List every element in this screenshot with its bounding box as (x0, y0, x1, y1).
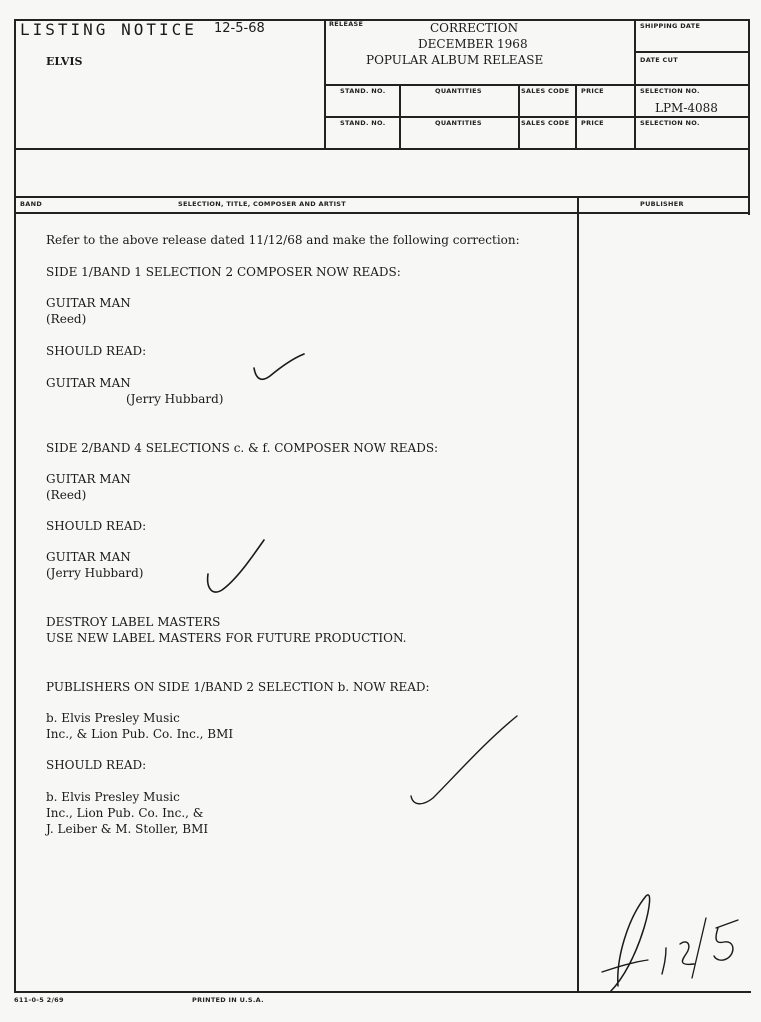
selection-no-value: LPM-4088 (655, 101, 718, 115)
side2-new-composer: (Jerry Hubbard) (46, 566, 144, 580)
form-number: 611-0-5 2/69 (14, 996, 64, 1004)
quantities-label-2: QUANTITIES (435, 119, 482, 127)
side2-heading: SIDE 2/BAND 4 SELECTIONS c. & f. COMPOSER NOW READS: (46, 441, 439, 455)
side2-should-read: SHOULD READ: (46, 519, 147, 533)
check-mark-2-icon (200, 536, 270, 600)
publishers-old-2: Inc., & Lion Pub. Co. Inc., BMI (46, 727, 234, 741)
form-title: LISTING NOTICE (20, 20, 197, 39)
side1-composer: (Reed) (46, 312, 87, 326)
band-column-label: BAND (20, 200, 43, 208)
printed-in-usa: PRINTED IN U.S.A. (192, 996, 264, 1004)
sales-code-label-2: SALES CODE (521, 119, 570, 127)
sales-code-divider (518, 84, 520, 148)
sales-code-label: SALES CODE (521, 87, 570, 95)
side1-new-composer: (Jerry Hubbard) (126, 392, 224, 406)
columns-top (14, 196, 749, 198)
side2-composer: (Reed) (46, 488, 87, 502)
header-row-1 (324, 84, 749, 86)
side1-title: GUITAR MAN (46, 296, 131, 310)
stand-no-label: STAND. NO. (340, 87, 386, 95)
handwritten-signature-icon (588, 888, 753, 998)
header-bottom (14, 148, 749, 150)
check-mark-1-icon (248, 350, 308, 386)
quantities-divider (399, 84, 401, 148)
side2-title: GUITAR MAN (46, 472, 131, 486)
publishers-should-read: SHOULD READ: (46, 758, 147, 772)
side1-should-read: SHOULD READ: (46, 344, 147, 358)
shipping-date-divider (634, 51, 749, 53)
left-border (14, 19, 16, 993)
artist-name: ELVIS (46, 55, 83, 68)
columns-bottom (14, 212, 749, 214)
selection-no-label-2: SELECTION NO. (640, 119, 700, 127)
form-date: 12-5-68 (214, 21, 265, 36)
publishers-new-1: b. Elvis Presley Music (46, 790, 180, 804)
side1-new-title: GUITAR MAN (46, 376, 131, 390)
release-label: RELEASE (329, 20, 364, 28)
selection-column-label: SELECTION, TITLE, COMPOSER AND ARTIST (178, 200, 347, 208)
release-line-1: CORRECTION (430, 21, 519, 35)
destroy-line-2: USE NEW LABEL MASTERS FOR FUTURE PRODUCTION. (46, 631, 407, 645)
intro-line: Refer to the above release dated 11/12/68 and make the following correction: (46, 233, 520, 247)
publisher-column-label: PUBLISHER (640, 200, 684, 208)
side2-new-title: GUITAR MAN (46, 550, 131, 564)
selection-no-label: SELECTION NO. (640, 87, 700, 95)
side1-heading: SIDE 1/BAND 1 SELECTION 2 COMPOSER NOW READS: (46, 265, 401, 279)
publisher-column-divider (577, 196, 579, 992)
price-label: PRICE (581, 87, 604, 95)
stand-no-label-2: STAND. NO. (340, 119, 386, 127)
release-line-2: DECEMBER 1968 (418, 37, 528, 51)
price-divider (575, 84, 577, 148)
publishers-old-1: b. Elvis Presley Music (46, 711, 180, 725)
publishers-heading: PUBLISHERS ON SIDE 1/BAND 2 SELECTION b. NOW READ: (46, 680, 430, 694)
date-cut-label: DATE CUT (640, 56, 678, 64)
publishers-new-3: J. Leiber & M. Stoller, BMI (46, 822, 209, 836)
release-line-3: POPULAR ALBUM RELEASE (366, 53, 544, 67)
price-label-2: PRICE (581, 119, 604, 127)
header-row-2 (324, 116, 749, 118)
publishers-new-2: Inc., Lion Pub. Co. Inc., & (46, 806, 204, 820)
destroy-line-1: DESTROY LABEL MASTERS (46, 615, 221, 629)
quantities-label: QUANTITIES (435, 87, 482, 95)
shipping-date-label: SHIPPING DATE (640, 22, 701, 30)
check-mark-3-icon (405, 712, 523, 810)
